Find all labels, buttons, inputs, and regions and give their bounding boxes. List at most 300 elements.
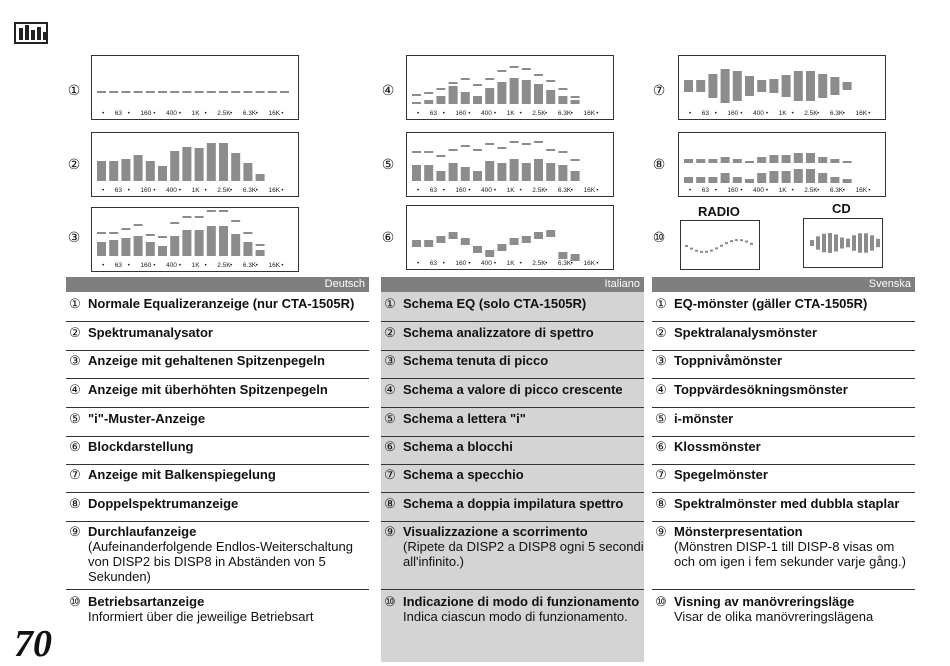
item-number: ⑧ (655, 496, 667, 511)
item-title: Anzeige mit überhöhten Spitzenpegeln (88, 382, 328, 397)
tick-label: • (714, 187, 717, 194)
display-segment (558, 165, 567, 181)
tick-label: • (281, 187, 284, 194)
panel-number-2: ② (67, 156, 81, 172)
tick-label: 16K (855, 110, 868, 117)
display-segment (558, 252, 567, 259)
display-segment (449, 82, 458, 84)
item-title: Betriebsartanzeige (88, 594, 205, 609)
display-segment (170, 236, 179, 256)
display-segment (816, 236, 820, 249)
display-pattern-2 (91, 132, 299, 197)
display-segment (818, 74, 827, 98)
display-segment (782, 155, 791, 163)
tick-label: 63 (429, 187, 438, 194)
display-segment (207, 226, 216, 256)
tick-label: 1K (506, 110, 515, 117)
display-segment (510, 66, 519, 68)
description-row (381, 411, 644, 437)
item-text (674, 467, 915, 482)
display-segment (497, 82, 506, 104)
display-segment (170, 91, 179, 93)
display-segment (436, 171, 445, 181)
display-segment (725, 242, 728, 244)
display-segment (745, 179, 754, 183)
display-segment (146, 242, 155, 256)
tick-label: • (817, 187, 820, 194)
display-segment (846, 239, 850, 248)
display-segment (473, 96, 482, 104)
display-segment (412, 240, 421, 247)
display-segment (696, 177, 705, 183)
item-title: Mönsterpresentation (674, 524, 803, 539)
display-segment (109, 91, 118, 93)
display-segment (412, 151, 421, 153)
display-segment (243, 242, 252, 256)
item-subtext: (Ripete da DISP2 a DISP8 ogni 5 secondi all'infinito.) (403, 539, 644, 569)
item-number: ③ (655, 353, 667, 368)
tick-label: 400 (166, 110, 177, 117)
display-segment (830, 159, 839, 163)
tick-label: 2.5K (217, 187, 231, 194)
display-segment (745, 76, 754, 96)
display-segment (510, 141, 519, 143)
display-segment (207, 91, 216, 93)
display-segment (219, 91, 228, 93)
display-segment (684, 80, 693, 92)
display-segment (769, 171, 778, 183)
display-segment (708, 74, 717, 98)
page-number: 70 (14, 623, 52, 665)
display-segment (522, 163, 531, 181)
display-segment (424, 92, 433, 94)
display-segment (828, 233, 832, 253)
item-text (403, 496, 644, 511)
item-subtext: Informiert über die jeweilige Betriebsart (88, 609, 314, 624)
display-segment (268, 91, 277, 93)
item-number: ④ (384, 382, 396, 397)
display-segment (558, 88, 567, 90)
tick-label: • (817, 110, 820, 117)
tick-label: 1K (191, 110, 200, 117)
tick-label: 63 (429, 110, 438, 117)
description-row (381, 496, 644, 522)
display-segment (158, 236, 167, 238)
item-text (674, 496, 915, 511)
display-segment (449, 163, 458, 181)
display-segment (822, 234, 826, 253)
tick-label: 160 (455, 110, 467, 117)
display-segment (121, 159, 130, 181)
description-row (381, 296, 644, 322)
tick-label: 63 (114, 110, 123, 117)
panel-number-1: ① (67, 82, 81, 98)
tick-label: 6.3K (557, 260, 572, 267)
display-segment (782, 171, 791, 183)
item-title: Schema a valore di picco crescente (403, 382, 623, 397)
item-number: ⑤ (655, 411, 667, 426)
tick-label: 63 (701, 110, 710, 117)
item-text (674, 325, 915, 340)
item-title: Spegelmönster (674, 467, 768, 482)
tick-label: 6.3K (242, 110, 257, 117)
item-title: Durchlaufanzeige (88, 524, 197, 539)
item-number: ② (655, 325, 667, 340)
item-text (403, 467, 644, 482)
tick-label: 400 (166, 187, 177, 194)
display-segment (146, 234, 155, 236)
item-number: ⑨ (655, 524, 667, 539)
description-row (381, 594, 644, 662)
display-segment (195, 216, 204, 218)
display-segment (485, 78, 494, 80)
item-text (403, 524, 644, 569)
display-pattern-4 (406, 55, 614, 120)
display-segment (700, 251, 703, 253)
description-row (652, 594, 915, 662)
display-segment (684, 159, 693, 163)
display-segment (695, 250, 698, 252)
cd-mode-label: CD (832, 201, 851, 216)
display-segment (412, 102, 421, 104)
tick-label: 2.5K (804, 110, 818, 117)
item-text (88, 411, 369, 426)
tick-label: 400 (753, 110, 764, 117)
display-segment (510, 78, 519, 104)
display-segment (256, 174, 265, 181)
description-row (66, 524, 369, 590)
item-title: Schema analizzatore di spettro (403, 325, 594, 340)
display-segment (109, 240, 118, 256)
display-segment (207, 143, 216, 181)
tick-label: • (765, 110, 769, 117)
panel-number-4: ④ (381, 82, 395, 98)
tick-label: 63 (114, 262, 123, 269)
tick-label: • (204, 262, 207, 269)
display-segment (219, 210, 228, 212)
tick-label: 2.5K (532, 187, 546, 194)
description-row (381, 524, 644, 590)
item-title: Toppvärdesökningsmönster (674, 382, 848, 397)
display-segment (449, 149, 458, 151)
display-segment (497, 70, 506, 72)
item-number: ⑨ (69, 524, 81, 539)
item-title: Indicazione di modo di funzionamento (403, 594, 640, 609)
item-title: EQ-mönster (gäller CTA-1505R) (674, 296, 868, 311)
display-segment (534, 74, 543, 76)
display-segment (473, 246, 482, 253)
tick-label: 160 (727, 187, 739, 194)
item-number: ⑨ (384, 524, 396, 539)
display-segment (121, 228, 130, 230)
display-segment (534, 159, 543, 181)
tick-label: • (545, 187, 548, 194)
item-number: ⑦ (655, 467, 667, 482)
tick-label: • (204, 187, 207, 194)
item-number: ⑩ (69, 594, 81, 609)
tick-label: • (868, 187, 871, 194)
item-title: Blockdarstellung (88, 439, 194, 454)
item-title: Visning av manövreringsläge (674, 594, 855, 609)
display-segment (571, 159, 580, 161)
item-subtext: Visar de olika manövreringslägena (674, 609, 874, 624)
item-number: ⑥ (69, 439, 81, 454)
display-segment (97, 161, 106, 181)
display-segment (733, 159, 742, 163)
description-row (652, 439, 915, 465)
display-segment (546, 90, 555, 104)
display-segment (830, 177, 839, 183)
display-segment (806, 153, 815, 163)
tick-label: • (493, 187, 497, 194)
item-text (403, 353, 644, 368)
display-segment (818, 173, 827, 183)
item-text (674, 594, 915, 624)
tick-label: • (468, 110, 471, 117)
item-text (674, 411, 915, 426)
display-segment (696, 159, 705, 163)
description-row (66, 439, 369, 465)
display-segment (461, 167, 470, 181)
description-row (66, 382, 369, 408)
display-segment (412, 94, 421, 96)
display-segment (473, 84, 482, 86)
tick-label: • (545, 260, 548, 267)
display-segment (571, 171, 580, 181)
tick-label: • (178, 262, 182, 269)
display-segment (424, 151, 433, 153)
tick-label: • (519, 187, 522, 194)
display-segment (806, 169, 815, 183)
display-pattern-6 (406, 205, 614, 270)
item-number: ① (384, 296, 396, 311)
tick-label: • (791, 110, 794, 117)
display-segment (256, 91, 265, 93)
tick-label: 6.3K (242, 262, 257, 269)
tick-label: • (740, 187, 743, 194)
display-segment (231, 234, 240, 256)
tick-label: • (442, 110, 445, 117)
item-number: ⑦ (69, 467, 81, 482)
item-title: Schema EQ (solo CTA-1505R) (403, 296, 587, 311)
tick-label: 16K (268, 262, 281, 269)
display-segment (546, 80, 555, 82)
item-text (88, 439, 369, 454)
item-text (88, 496, 369, 511)
tick-label: 16K (268, 187, 281, 194)
display-segment (109, 232, 118, 234)
display-segment (109, 161, 118, 181)
radio-mode-label: RADIO (698, 204, 740, 219)
display-segment (182, 91, 191, 93)
tick-label: • (714, 110, 717, 117)
description-row (652, 296, 915, 322)
description-row (381, 467, 644, 493)
tick-label: 6.3K (829, 110, 844, 117)
item-text (403, 439, 644, 454)
display-segment (97, 91, 106, 93)
item-text (88, 296, 369, 311)
tick-label: • (570, 110, 573, 117)
display-segment (182, 216, 191, 218)
tick-label: 400 (481, 187, 492, 194)
display-segment (510, 159, 519, 181)
display-segment (461, 92, 470, 104)
description-row (652, 325, 915, 351)
item-title: Toppnivåmönster (674, 353, 783, 368)
display-segment (256, 250, 265, 256)
display-segment (522, 236, 531, 243)
tick-label: 63 (114, 187, 123, 194)
display-segment (461, 238, 470, 245)
display-segment (546, 163, 555, 181)
display-segment (412, 165, 421, 181)
item-text (674, 353, 915, 368)
tick-label: • (127, 262, 130, 269)
description-row (66, 411, 369, 437)
item-text (674, 439, 915, 454)
tick-label: • (842, 187, 845, 194)
display-segment (757, 173, 766, 183)
display-segment (195, 91, 204, 93)
item-text (88, 524, 369, 584)
item-number: ⑩ (655, 594, 667, 609)
display-segment (449, 232, 458, 239)
tick-label: 1K (506, 187, 515, 194)
tick-label: 16K (583, 260, 596, 267)
item-text (88, 382, 369, 397)
display-segment (794, 71, 803, 101)
display-segment (243, 163, 252, 181)
display-segment (497, 244, 506, 251)
item-text (403, 296, 644, 311)
description-row (652, 411, 915, 437)
display-segment (522, 68, 531, 70)
display-segment (558, 96, 567, 104)
tick-label: • (442, 260, 445, 267)
display-segment (684, 177, 693, 183)
display-segment (231, 91, 240, 93)
tick-label: 6.3K (242, 187, 257, 194)
item-number: ⑥ (655, 439, 667, 454)
radio-mode-display (680, 220, 760, 270)
tick-label: • (570, 260, 573, 267)
display-segment (733, 177, 742, 183)
tick-label: 160 (140, 262, 152, 269)
tick-label: • (791, 187, 794, 194)
panel-number-6: ⑥ (381, 229, 395, 245)
equalizer-logo-icon (14, 22, 48, 44)
item-number: ③ (384, 353, 396, 368)
item-number: ⑧ (384, 496, 396, 511)
display-segment (522, 80, 531, 104)
display-segment (424, 100, 433, 104)
description-row (652, 524, 915, 590)
tick-label: 2.5K (804, 187, 818, 194)
tick-label: • (230, 187, 233, 194)
item-title: Normale Equalizeranzeige (nur CTA-1505R) (88, 296, 355, 311)
display-pattern-8 (678, 132, 886, 197)
item-number: ④ (655, 382, 667, 397)
display-segment (134, 224, 143, 226)
tick-label: • (102, 110, 105, 117)
tick-label: • (255, 262, 258, 269)
item-number: ⑧ (69, 496, 81, 511)
item-number: ⑤ (384, 411, 396, 426)
tick-label: • (545, 110, 548, 117)
item-number: ② (69, 325, 81, 340)
description-row (66, 467, 369, 493)
display-segment (864, 233, 868, 252)
display-segment (134, 155, 143, 181)
tick-label: • (868, 110, 871, 117)
display-segment (705, 251, 708, 253)
display-segment (473, 171, 482, 181)
tick-label: 2.5K (217, 262, 231, 269)
item-title: Klossmönster (674, 439, 761, 454)
display-segment (740, 239, 743, 241)
display-segment (280, 91, 289, 93)
item-subtext: (Aufeinanderfolgende Endlos-Weiterschaltung von DISP2 bis DISP8 in Abständen von 5 Sekunden) (88, 539, 353, 584)
display-segment (121, 91, 130, 93)
panel-number-3: ③ (67, 229, 81, 245)
display-segment (231, 220, 240, 222)
panel-number-8: ⑧ (652, 156, 666, 172)
item-text (403, 594, 644, 624)
tick-label: 400 (166, 262, 177, 269)
display-segment (870, 235, 874, 250)
display-segment (485, 250, 494, 257)
tick-label: 160 (140, 187, 152, 194)
item-title: Anzeige mit Balkenspiegelung (88, 467, 276, 482)
display-segment (219, 226, 228, 256)
item-title: Schema a specchio (403, 467, 524, 482)
tick-label: • (255, 187, 258, 194)
description-row (381, 325, 644, 351)
description-row (652, 496, 915, 522)
display-segment (757, 80, 766, 92)
tick-label: • (842, 110, 845, 117)
display-segment (843, 179, 852, 183)
display-segment (134, 236, 143, 256)
tick-label: • (417, 260, 420, 267)
display-segment (843, 161, 852, 163)
item-text (403, 325, 644, 340)
tick-label: 63 (701, 187, 710, 194)
display-segment (436, 155, 445, 157)
display-segment (182, 230, 191, 256)
tick-label: • (127, 110, 130, 117)
tick-label: • (417, 187, 420, 194)
display-segment (534, 232, 543, 239)
tick-label: • (570, 187, 573, 194)
display-segment (97, 232, 106, 234)
display-segment (733, 71, 742, 101)
tick-label: 16K (583, 110, 596, 117)
display-segment (485, 161, 494, 181)
tick-label: 16K (583, 187, 596, 194)
item-subtext: (Mönstren DISP-1 till DISP-8 visas om och om igen i fem sekunder varje gång.) (674, 539, 906, 569)
display-segment (546, 230, 555, 237)
cd-mode-display (803, 218, 883, 268)
tick-label: • (204, 110, 207, 117)
language-header-deutsch: Deutsch (66, 277, 369, 292)
display-segment (571, 100, 580, 104)
display-segment (485, 88, 494, 104)
display-segment (735, 239, 738, 241)
display-segment (219, 143, 228, 181)
display-segment (134, 91, 143, 93)
